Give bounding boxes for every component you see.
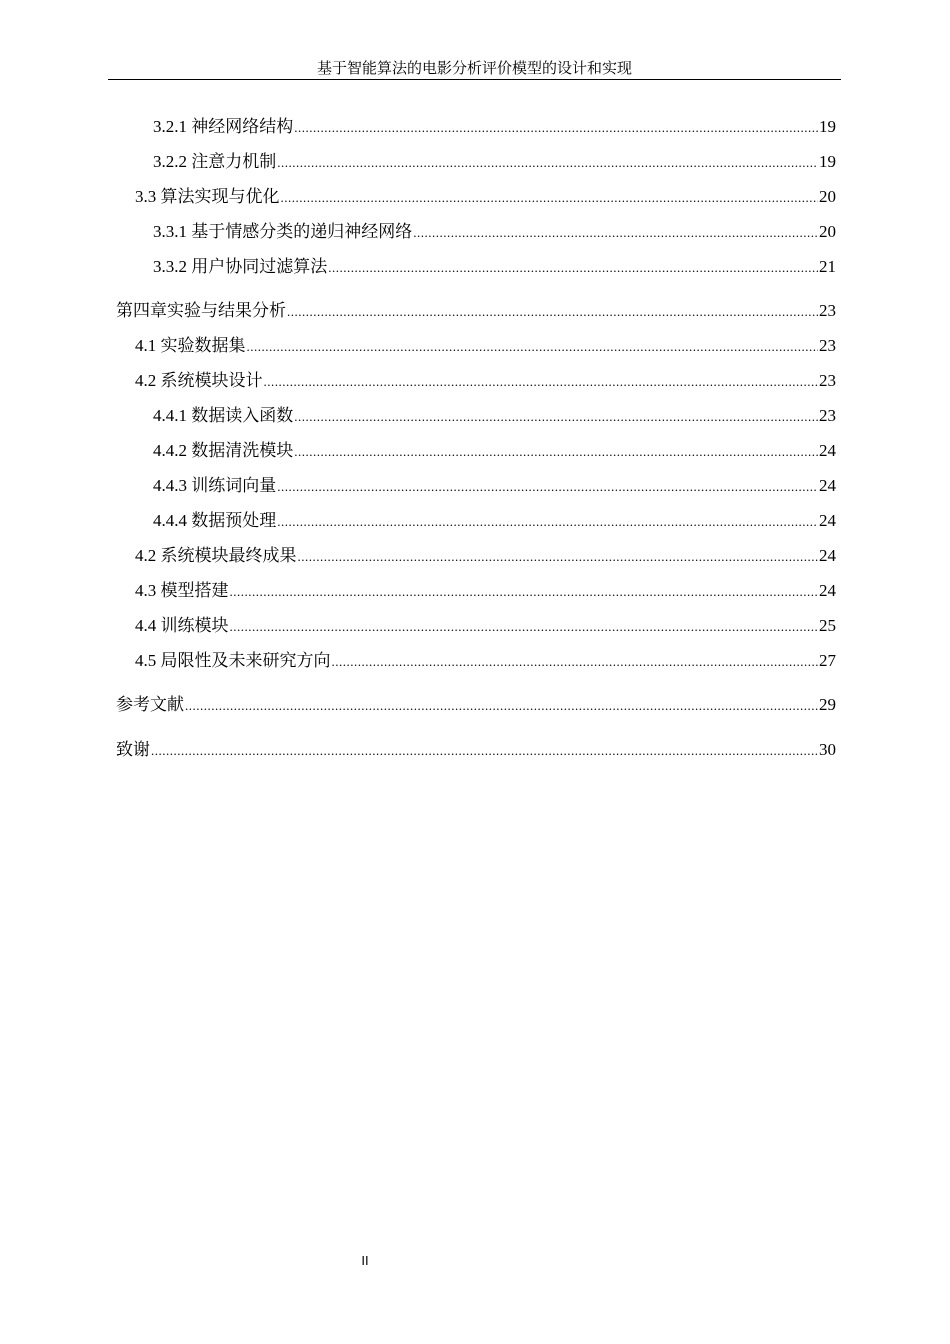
toc-entry-label: 4.4.1 数据读入函数 (153, 406, 294, 425)
toc-entry-label: 4.4.2 数据清洗模块 (153, 441, 294, 460)
toc-entry-label: 3.2.1 神经网络结构 (153, 117, 294, 136)
toc-entry-page: 27 (819, 651, 836, 670)
toc-entry-4-1[interactable] (135, 334, 836, 358)
toc-entry-page: 24 (819, 581, 836, 600)
dot-leader (230, 615, 819, 639)
toc-entry-label: 3.3 算法实现与优化 (135, 187, 280, 206)
toc-entry-page: 29 (819, 695, 836, 714)
running-header-title: 基于智能算法的电影分析评价模型的设计和实现 (316, 61, 632, 77)
toc-entry-label: 3.3.1 基于情感分类的递归神经网络 (153, 222, 413, 241)
dot-leader (294, 116, 818, 140)
dot-leader (277, 475, 818, 499)
toc-entry-page: 21 (819, 257, 836, 276)
dot-leader (230, 580, 819, 604)
toc-entry-4-4-4[interactable] (153, 509, 836, 533)
toc-entry-label: 3.3.2 用户协同过滤算法 (153, 257, 328, 276)
toc-entry-page: 23 (819, 301, 836, 320)
toc-entry-4-4-3[interactable] (153, 474, 836, 498)
toc-entry-page: 23 (819, 336, 836, 355)
toc-entry-label: 4.3 模型搭建 (135, 581, 229, 600)
dot-leader (185, 694, 818, 718)
toc-entry-4-4-2[interactable] (153, 439, 836, 463)
toc-entry-references[interactable] (116, 693, 836, 717)
dot-leader (287, 300, 818, 324)
toc-entry-label: 4.2 系统模块设计 (135, 371, 263, 390)
toc-entry-3-2-2[interactable] (153, 150, 836, 174)
toc-entry-4-2[interactable] (135, 369, 836, 393)
toc-entry-label: 4.4.4 数据预处理 (153, 511, 277, 530)
toc-entry-page: 23 (819, 406, 836, 425)
dot-leader (277, 510, 818, 534)
dot-leader (264, 370, 819, 394)
toc-entry-page: 30 (819, 740, 836, 759)
toc-entry-label: 参考文献 (116, 695, 184, 714)
toc-entry-label: 4.4 训练模块 (135, 616, 229, 635)
footer-page-number: II (361, 1253, 369, 1268)
toc-entry-page: 23 (819, 371, 836, 390)
toc-entry-page: 25 (819, 616, 836, 635)
dot-leader (151, 739, 818, 763)
header-rule (108, 79, 841, 80)
toc-entry-4-5[interactable] (135, 649, 836, 673)
dot-leader (328, 256, 818, 280)
toc-entry-3-2-1[interactable] (153, 115, 836, 139)
dot-leader (294, 405, 818, 429)
toc-entry-label: 4.5 局限性及未来研究方向 (135, 651, 331, 670)
toc-entry-page: 24 (819, 476, 836, 495)
toc-entry-page: 19 (819, 117, 836, 136)
toc-entry-3-3[interactable] (135, 185, 836, 209)
toc-entry-label: 致谢 (116, 740, 150, 759)
toc-entry-acknowledgements[interactable] (116, 738, 836, 762)
dot-leader (277, 151, 818, 175)
dot-leader (413, 221, 818, 245)
dot-leader (247, 335, 819, 359)
toc-entry-chapter-4[interactable] (116, 299, 836, 323)
dot-leader (281, 186, 819, 210)
toc-entry-page: 19 (819, 152, 836, 171)
toc-entry-label: 4.4.3 训练词向量 (153, 476, 277, 495)
toc-entry-label: 4.1 实验数据集 (135, 336, 246, 355)
toc-entry-label: 4.2 系统模块最终成果 (135, 546, 297, 565)
toc-entry-4-2-results[interactable] (135, 544, 836, 568)
dot-leader (298, 545, 819, 569)
toc-entry-4-3[interactable] (135, 579, 836, 603)
toc-entry-page: 24 (819, 441, 836, 460)
toc-entry-3-3-2[interactable] (153, 255, 836, 279)
toc-entry-page: 20 (819, 222, 836, 241)
toc-entry-page: 24 (819, 511, 836, 530)
toc-entry-label: 3.2.2 注意力机制 (153, 152, 277, 171)
toc-entry-label: 第四章实验与结果分析 (116, 301, 286, 320)
toc-entry-page: 24 (819, 546, 836, 565)
toc-entry-4-4[interactable] (135, 614, 836, 638)
dot-leader (294, 440, 818, 464)
dot-leader (332, 650, 819, 674)
toc-entry-3-3-1[interactable] (153, 220, 836, 244)
toc-entry-4-4-1[interactable] (153, 404, 836, 428)
toc-entry-page: 20 (819, 187, 836, 206)
